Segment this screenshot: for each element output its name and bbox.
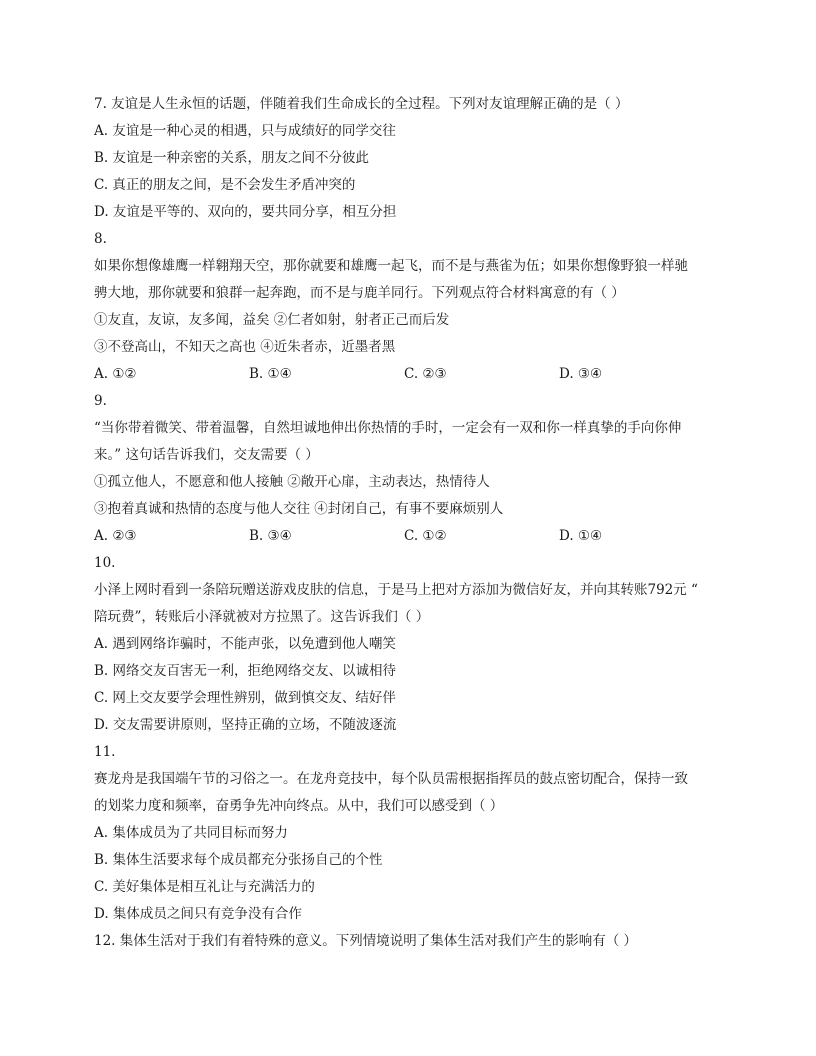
question-10-option-c: C. 网上交友要学会理性辨别，做到慎交友、结好伴 bbox=[94, 690, 396, 706]
question-11-option-d: D. 集体成员之间只有竞争没有合作 bbox=[94, 906, 302, 922]
question-7-option-d: D. 友谊是平等的、双向的，要共同分享，相互分担 bbox=[94, 204, 397, 220]
question-11-stem-line-2: 的划桨力度和频率，奋勇争先冲向终点。从中，我们可以感受到（ ） bbox=[94, 798, 504, 814]
question-8-option-b: B. ①④ bbox=[249, 366, 292, 382]
question-10-option-a: A. 遇到网络诈骗时，不能声张，以免遭到他人嘲笑 bbox=[94, 636, 396, 652]
question-12-stem: 12. 集体生活对于我们有着特殊的意义。下列情境说明了集体生活对我们产生的影响有（ ） bbox=[94, 933, 638, 949]
question-7-stem: 7. 友谊是人生永恒的话题，伴随着我们生命成长的全过程。下列对友谊理解正确的是（ ） bbox=[94, 96, 629, 112]
question-9-option-d: D. ①④ bbox=[559, 528, 603, 544]
question-9-options bbox=[94, 523, 734, 550]
question-8-stem-line-2: 骋大地，那你就要和狼群一起奔跑，而不是与鹿羊同行。下列观点符合材料寓意的有（ ） bbox=[94, 285, 625, 301]
question-9-stem-line-2: 来。” 这句话告诉我们，交友需要（ ） bbox=[94, 447, 319, 463]
question-9-option-b: B. ③④ bbox=[249, 528, 292, 544]
question-10-option-b: B. 网络交友百害无一利，拒绝网络交友、以诚相待 bbox=[94, 663, 397, 679]
question-9-option-a: A. ②③ bbox=[94, 528, 137, 544]
question-10-stem-line-1: 小泽上网时看到一条陪玩赠送游戏皮肤的信息，于是马上把对方添加为微信好友，并向其转账792元 “ bbox=[94, 582, 698, 598]
exam-page bbox=[94, 91, 734, 955]
question-8-items-line-1: ①友直，友谅，友多闻，益矣 ②仁者如射，射者正己而后发 bbox=[94, 312, 450, 328]
question-8-options bbox=[94, 361, 734, 388]
question-11-option-a: A. 集体成员为了共同目标而努力 bbox=[94, 825, 288, 841]
question-8-option-a: A. ①② bbox=[94, 366, 137, 382]
question-9-items-line-2: ③抱着真诚和热情的态度与他人交往 ④封闭自己，有事不要麻烦别人 bbox=[94, 501, 504, 517]
question-11-option-b: B. 集体生活要求每个成员都充分张扬自己的个性 bbox=[94, 852, 383, 868]
question-10-option-d: D. 交友需要讲原则，坚持正确的立场，不随波逐流 bbox=[94, 717, 397, 733]
question-11-stem-line-1: 赛龙舟是我国端午节的习俗之一。在龙舟竞技中，每个队员需根据指挥员的鼓点密切配合，保持一致 bbox=[94, 771, 688, 787]
question-11-option-c: C. 美好集体是相互礼让与充满活力的 bbox=[94, 879, 315, 895]
question-10-stem-line-2: 陪玩费”，转账后小泽就被对方拉黑了。这告诉我们（ ） bbox=[94, 609, 430, 625]
question-8-items-line-2: ③不登高山，不知天之高也 ④近朱者赤，近墨者黑 bbox=[94, 339, 396, 355]
question-10-number: 10. bbox=[94, 555, 116, 571]
question-8-number: 8. bbox=[94, 231, 107, 247]
question-7-option-a: A. 友谊是一种心灵的相遇，只与成绩好的同学交往 bbox=[94, 123, 396, 139]
question-11-number: 11. bbox=[94, 744, 116, 760]
question-7-option-b: B. 友谊是一种亲密的关系，朋友之间不分彼此 bbox=[94, 150, 370, 166]
question-7-option-c: C. 真正的朋友之间，是不会发生矛盾冲突的 bbox=[94, 177, 356, 193]
question-8-option-c: C. ②③ bbox=[404, 366, 447, 382]
question-9-number: 9. bbox=[94, 393, 107, 409]
question-9-stem-line-1: “当你带着微笑、带着温馨，自然坦诚地伸出你热情的手时，一定会有一双和你一样真挚的手向你伸 bbox=[94, 420, 682, 436]
question-8-stem-line-1: 如果你想像雄鹰一样翱翔天空，那你就要和雄鹰一起飞，而不是与燕雀为伍；如果你想像野狼一样驰 bbox=[94, 258, 688, 274]
question-8-option-d: D. ③④ bbox=[559, 366, 603, 382]
question-9-option-c: C. ①② bbox=[404, 528, 447, 544]
question-9-items-line-1: ①孤立他人，不愿意和他人接触 ②敞开心扉，主动表达，热情待人 bbox=[94, 474, 490, 490]
